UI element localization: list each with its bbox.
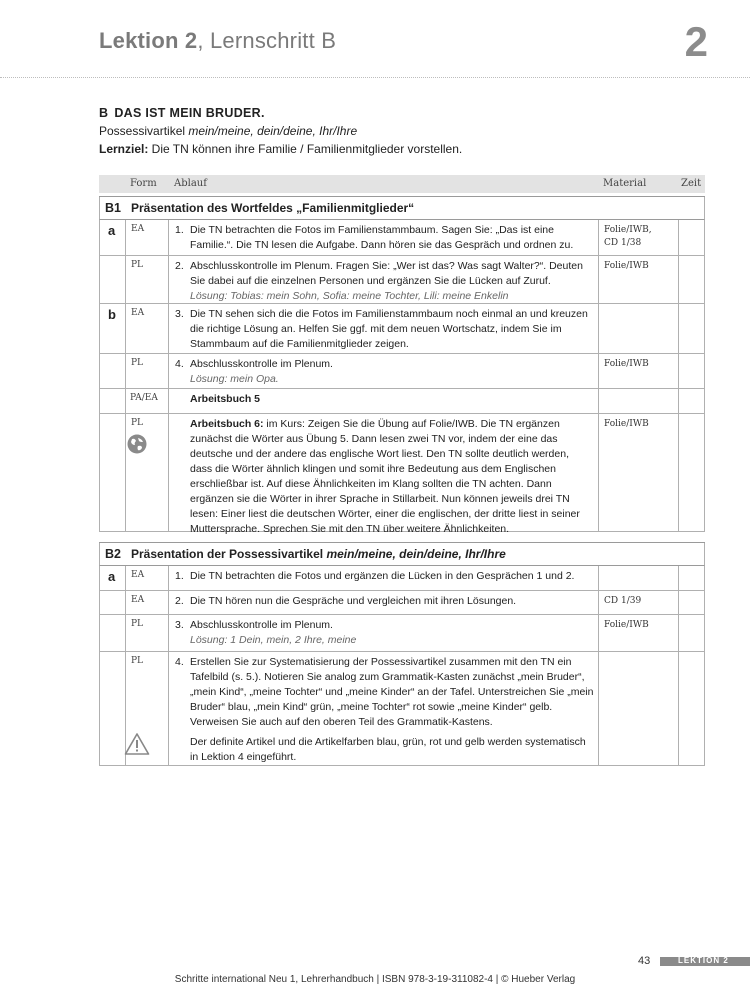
table-row <box>99 304 705 354</box>
section-number: B1 <box>105 201 121 215</box>
form-cell: PL <box>131 619 144 629</box>
table-row <box>99 220 705 256</box>
lesson-tab: LEKTION 2 <box>660 957 750 966</box>
column-zeit: Zeit <box>681 178 702 189</box>
material-cell: Folie/IWB <box>604 419 649 429</box>
form-cell: EA <box>131 224 145 234</box>
table-row <box>99 414 705 535</box>
section-intro <box>99 104 699 158</box>
form-cell: EA <box>131 308 145 318</box>
form-cell: PL <box>131 358 144 368</box>
page-number: 43 <box>638 955 651 967</box>
procedure-text: 3. Die TN sehen sich die die Fotos im Familienstammbaum noch einmal an und kreuzen die richtige Lösung an. Helfen Sie ggf. mit dem neuen Wortschatz, indem Sie im Stammbaum auf die Familienmitglieder zeigen. <box>175 308 588 350</box>
header-title: Lektion 2, Lernschritt B <box>99 28 337 53</box>
lesson-number: 2 <box>684 18 708 65</box>
table-row <box>99 652 705 766</box>
procedure-text: 2. Die TN hören nun die Gespräche und vergleichen mit ihren Lösungen. <box>175 595 517 607</box>
solution-text: Lösung: 1 Dein, mein, 2 Ihre, meine <box>190 634 357 646</box>
material-cell: Folie/IWB <box>604 359 649 369</box>
form-cell: EA <box>131 570 145 580</box>
procedure-text: 4. Erstellen Sie zur Systematisierung der Possessivartikel zusammen mit den TN ein Tafelbild (s. 5.). Notieren Sie analog zum Grammatik-Kasten zunächst „mein Bruder“, „mein Kind“, „meine Tochter“ und „meine Kinder“ an der Tafel. Unterstreichen Sie „mein Bruder“ blau, „mein Kind“ grün, „meine Tochter“ rot sowie „meine Kinder“ gelb. Verweisen Sie auch auf den oberen Teil des Grammatik-Kastens. Der definite Artikel und die Artikelfarben blau, grün, rot und gelb werden systematisch in Lektion 4 eingeführt. <box>175 656 594 763</box>
globe-icon <box>127 434 147 454</box>
form-cell: PA/EA <box>130 393 158 403</box>
column-form: Form <box>130 178 157 189</box>
form-cell: EA <box>131 595 145 605</box>
column-material: Material <box>603 178 647 189</box>
table-row <box>99 354 705 389</box>
section-title: Präsentation des Wortfeldes „Familienmitglieder“ <box>131 201 415 215</box>
sub-letter: a <box>108 569 116 584</box>
table-b2 <box>99 542 705 766</box>
section-number: B2 <box>105 547 121 561</box>
table-row <box>99 615 705 652</box>
section-subtitle: Possessivartikel mein/meine, dein/deine, Ihr/Ihre <box>99 124 358 138</box>
form-cell: PL <box>131 260 144 270</box>
material-cell: Folie/IWB, CD 1/38 <box>604 225 652 248</box>
publisher-line: Schritte international Neu 1, Lehrerhandbuch | ISBN 978-3-19-311082-4 | © Hueber Verlag <box>174 974 576 985</box>
section-heading: B DAS IST MEIN BRUDER. <box>99 106 265 120</box>
sub-letter: a <box>108 223 116 238</box>
material-cell: Folie/IWB <box>604 620 649 630</box>
procedure-text: 4. Abschlusskontrolle im Plenum. Lösung: mein Opa. <box>175 358 333 385</box>
solution-text: Lösung: mein Opa. <box>190 373 279 385</box>
procedure-text: 2. Abschlusskontrolle im Plenum. Fragen Sie: „Wer ist das? Was sagt Walter?“. Deuten Sie dabei auf die einzelnen Personen und ergänzen Sie die Lücken auf Zuruf. Lösung: Tobias: mein Sohn, Sofia: meine Tochter, Lili: meine Enkelin <box>175 260 583 302</box>
table-row <box>99 256 705 304</box>
table-row <box>99 566 705 591</box>
page-header <box>0 0 750 78</box>
warning-icon <box>124 732 150 756</box>
table-row <box>99 389 705 414</box>
header-divider <box>0 77 750 78</box>
workbook-ref: Arbeitsbuch 5 <box>190 393 261 405</box>
procedure-text: Arbeitsbuch 6: im Kurs: Zeigen Sie die Übung auf Folie/IWB. Die TN ergänzen zunächst die Wörter aus Übung 5. Dann lesen zwei TN vor, indem der eine das deutsche und der andere das englische Wort liest. Den TN sollte deutlich werden, dass die Wörter ähnlich klingen und somit ihre Bedeutung aus dem Englischen erschließbar ist. Auf diese Ähnlichkeiten im Klang sollten die TN achten. Dann ergänzen sie die Wörter in ihrer Sprache in Stillarbeit. Nun können jeweils drei TN lesen: Einer liest die deutschen Wörter, einer die englischen, der dritte liest in seiner Muttersprache. Sprechen Sie mit den TN über weitere Ähnlichkeiten. <box>190 418 580 535</box>
table-b1 <box>99 196 705 535</box>
table-column-header <box>99 175 705 193</box>
form-cell: PL <box>131 656 144 666</box>
learning-goal: Lernziel: Die TN können ihre Familie / Familienmitglieder vorstellen. <box>99 142 463 156</box>
procedure-text: 1. Die TN betrachten die Fotos im Familienstammbaum. Sagen Sie: „Das ist eine Familie.“. Die TN lesen die Aufgabe. Dann hören sie das Gespräch und ordnen zu. <box>175 224 574 251</box>
material-cell: CD 1/39 <box>604 596 642 606</box>
column-ablauf: Ablauf <box>174 178 207 189</box>
note-text: Der definite Artikel und die Artikelfarben blau, grün, rot und gelb werden systematisch in Lektion 4 eingeführt. <box>190 736 586 763</box>
section-row-b2 <box>99 543 705 566</box>
section-title: Präsentation der Possessivartikel mein/meine, dein/deine, Ihr/Ihre <box>131 547 506 561</box>
form-cell: PL <box>131 418 144 428</box>
procedure-text: 3. Abschlusskontrolle im Plenum. Lösung: 1 Dein, mein, 2 Ihre, meine <box>175 619 357 646</box>
table-row <box>99 591 705 615</box>
material-cell: Folie/IWB <box>604 261 649 271</box>
solution-text: Lösung: Tobias: mein Sohn, Sofia: meine Tochter, Lili: meine Enkelin <box>190 290 509 302</box>
sub-letter: b <box>108 307 116 322</box>
procedure-text: 1. Die TN betrachten die Fotos und ergänzen die Lücken in den Gesprächen 1 und 2. <box>175 570 575 582</box>
section-row-b1 <box>99 197 705 220</box>
